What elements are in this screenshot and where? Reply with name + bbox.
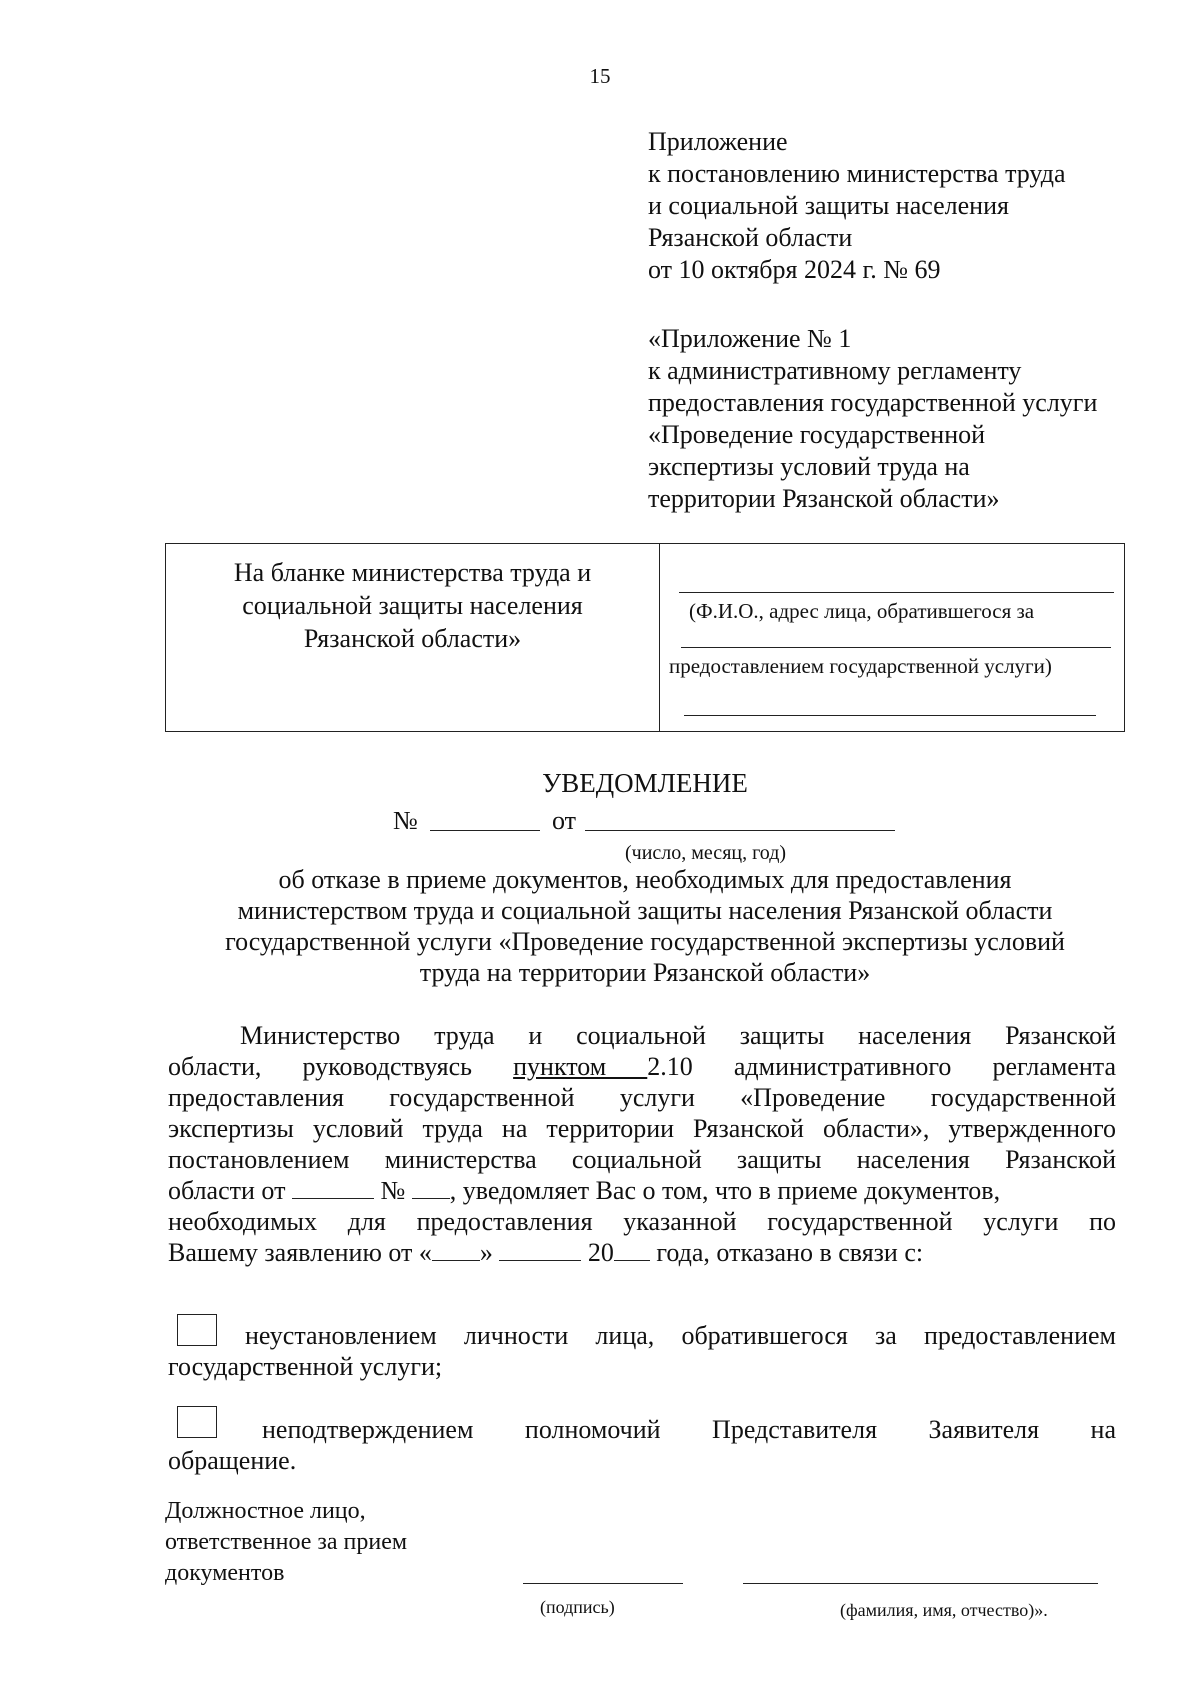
regulation-appendix-line: территории Рязанской области» [648,484,1000,513]
regulation-appendix-line: предоставления государственной услуги [648,388,1098,417]
notice-subject [0,864,1200,988]
regulation-appendix-line: «Приложение № 1 [648,324,852,353]
option-line: неподтверждением полномочий Представителя Заявителя на [262,1415,1116,1444]
from-label: от [552,806,577,835]
regulation-appendix-header [648,323,1097,515]
body-text: № [380,1176,406,1205]
body-text: области от [168,1176,286,1205]
appendix-line: и социальной защиты населения [648,191,1009,220]
official-line: ответственное за прием [165,1529,408,1555]
application-month-field[interactable] [499,1242,581,1261]
notice-title: УВЕДОМЛЕНИЕ [542,768,748,798]
official-label [165,1496,407,1589]
official-line: Должностное лицо, [165,1498,366,1524]
subject-line: министерством труда и социальной защиты населения Рязанской области [237,896,1053,925]
body-text: Вашему заявлению от « [168,1238,432,1267]
body-line: Министерство труда и социальной защиты населения Рязанской [240,1021,1116,1050]
recipient-line[interactable] [684,715,1096,716]
regulation-appendix-line: «Проведение государственной [648,420,986,449]
body-line: экспертизы условий труда на территории Рязанской области», утвержденного [168,1114,1116,1143]
body-line: постановлением министерства социальной защиты населения Рязанской [168,1145,1116,1174]
letterhead-text [166,556,659,655]
date-caption: (число, месяц, год) [625,842,787,864]
regulation-appendix-line: к административному регламенту [648,356,1022,385]
letterhead-line: Рязанской области» [303,624,522,653]
date-field[interactable] [585,830,895,831]
body-text: года, отказано в связи с: [656,1238,924,1267]
appendix-line: Приложение [648,127,788,156]
decree-date-field[interactable] [292,1180,374,1199]
regulation-appendix-line: экспертизы условий труда на [648,452,970,481]
subject-line: об отказе в приеме документов, необходимых для предоставления [278,865,1012,894]
option-line: государственной услуги; [168,1352,443,1381]
full-name-caption: (фамилия, имя, отчество)». [840,1600,1048,1620]
application-year-field[interactable] [614,1242,650,1261]
recipient-line[interactable] [681,647,1111,648]
body-line [168,1175,1116,1206]
appendix-line: от 10 октября 2024 г. № 69 [648,255,941,284]
number-label: № [393,806,418,835]
letterhead-box [165,543,1125,732]
recipient-field[interactable] [659,544,1124,731]
number-field[interactable] [430,830,540,831]
decree-number-field[interactable] [412,1180,450,1199]
official-line: документов [165,1560,285,1586]
body-line: предоставления государственной услуги «Проведение государственной [168,1083,1116,1112]
full-name-field[interactable] [743,1583,1098,1584]
body-line [168,1237,1116,1268]
body-text: 20 [587,1238,614,1267]
subject-line: труда на территории Рязанской области» [419,958,871,987]
letterhead-line: На бланке министерства труда и [233,558,592,587]
recipient-line[interactable] [679,592,1114,593]
option-identity [168,1320,1116,1382]
option-line: неустановлением личности лица, обратившегося за предоставлением [245,1321,1116,1350]
appendix-line: к постановлению министерства труда [648,159,1066,188]
letterhead-line: социальной защиты населения [242,591,583,620]
body-text: 2.10 административного регламента [647,1052,1116,1081]
option-line: обращение. [168,1446,297,1475]
recipient-caption-1: (Ф.И.О., адрес лица, обратившегося за [689,599,1035,623]
appendix-line: Рязанской области [648,223,853,252]
recipient-caption-2: предоставлением государственной услуги) [669,654,1052,678]
body-paragraph [168,1020,1116,1268]
clause-link[interactable]: пунктом [513,1052,648,1081]
signature-field[interactable] [523,1583,683,1584]
option-authority [168,1414,1116,1476]
body-text: , уведомляет Вас о том, что в приеме документов, [449,1176,1001,1205]
application-day-field[interactable] [432,1242,480,1261]
body-text: » [479,1238,493,1267]
subject-line: государственной услуги «Проведение государственной экспертизы условий [225,927,1065,956]
appendix-header [648,126,1066,286]
body-line: необходимых для предоставления указанной государственной услуги по [168,1207,1116,1236]
page-number: 15 [589,64,611,88]
body-text: области, руководствуясь [168,1052,514,1081]
body-line [168,1051,1116,1082]
signature-caption: (подпись) [540,1597,615,1617]
